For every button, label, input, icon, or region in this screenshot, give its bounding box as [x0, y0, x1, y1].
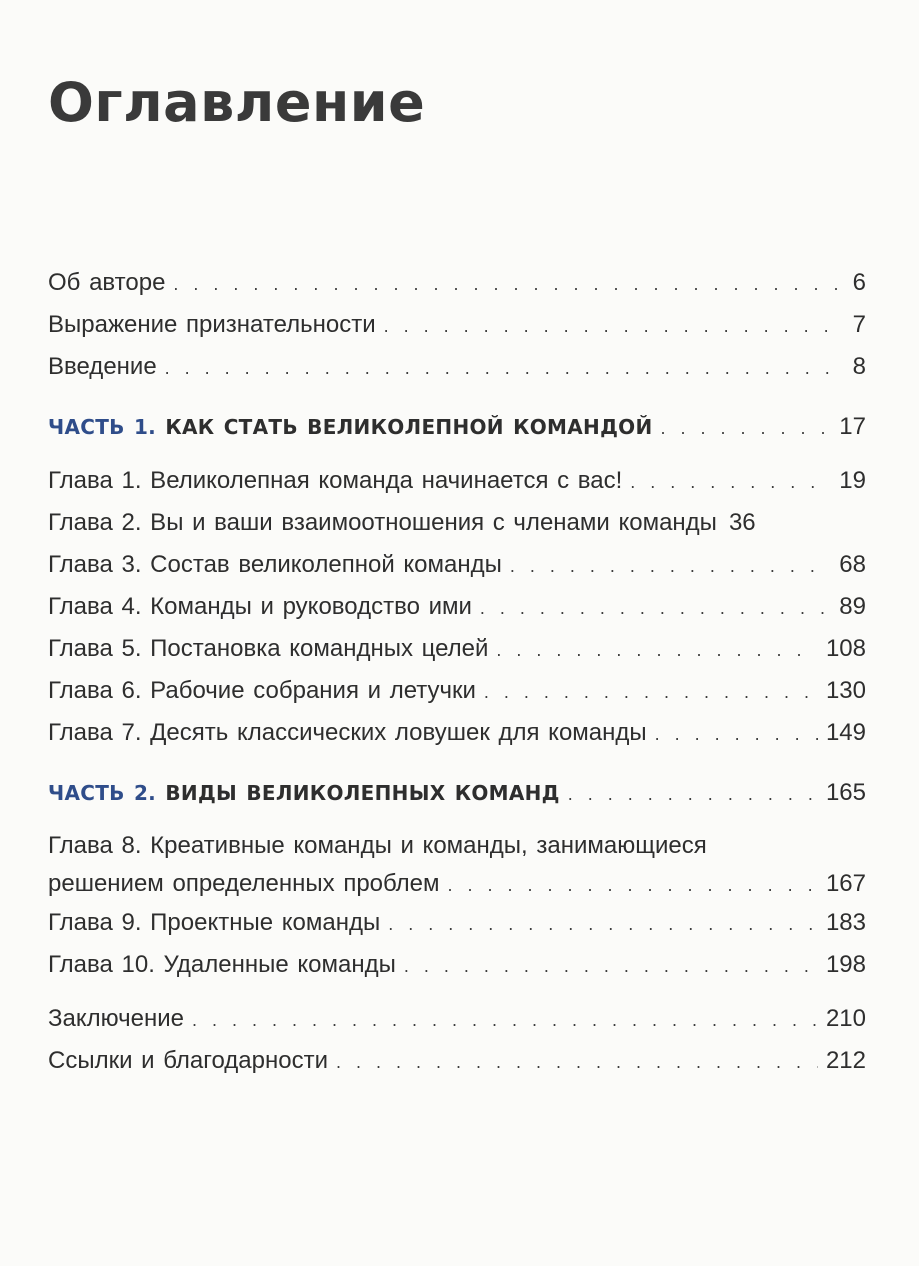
- dot-leader: [384, 305, 838, 347]
- toc-entry-page: 183: [825, 909, 866, 936]
- toc-entry: [48, 460, 866, 502]
- toc-entry-label: Глава 10. Удаленные команды: [48, 951, 396, 978]
- toc-entry-page: 6: [852, 269, 866, 296]
- dot-leader: [448, 867, 818, 903]
- toc-entry-label: Введение: [48, 353, 157, 380]
- toc-entry-page: 210: [825, 1005, 866, 1032]
- toc-entry: [48, 902, 866, 944]
- dot-leader: [173, 263, 838, 305]
- toc-entry-label: Заключение: [48, 1005, 184, 1032]
- toc-entry-label: Глава 3. Состав великолепной команды: [48, 551, 502, 578]
- toc-entry-multiline: [48, 826, 866, 902]
- toc-entry: [48, 1040, 866, 1082]
- dot-leader: [661, 407, 832, 449]
- toc-part-entry: [48, 406, 866, 448]
- dot-leader: [336, 1041, 818, 1083]
- toc-entry-page: 149: [825, 719, 866, 746]
- part-heading: [48, 406, 653, 448]
- table-of-contents: [48, 262, 866, 1082]
- toc-entry-page: 130: [825, 677, 866, 704]
- part-heading: [48, 772, 560, 814]
- dot-leader: [568, 773, 818, 815]
- toc-entry: [48, 304, 866, 346]
- toc-entry-page: 165: [825, 779, 866, 806]
- toc-entry-page: 17: [839, 413, 866, 440]
- toc-entry: [48, 670, 866, 712]
- toc-entry-page: 68: [839, 551, 866, 578]
- dot-leader: [480, 587, 831, 629]
- toc-entry-label: Глава 5. Постановка командных целей: [48, 635, 489, 662]
- dot-leader: [496, 629, 818, 671]
- toc-entry-page: 167: [825, 870, 866, 897]
- toc-entry-page: 36: [728, 509, 756, 536]
- toc-entry-label: Глава 6. Рабочие собрания и летучки: [48, 677, 476, 704]
- toc-entry-page: 89: [839, 593, 866, 620]
- toc-entry-label: Глава 9. Проектные команды: [48, 909, 381, 936]
- toc-part-entry: [48, 772, 866, 814]
- part-title: КАК СТАТЬ ВЕЛИКОЛЕПНОЙ КОМАНДОЙ: [165, 415, 653, 439]
- part-title: ВИДЫ ВЕЛИКОЛЕПНЫХ КОМАНД: [165, 781, 560, 805]
- dot-leader: [404, 945, 818, 987]
- page-title: Оглавление: [48, 71, 426, 134]
- part-number: ЧАСТЬ 2.: [48, 781, 157, 805]
- dot-leader: [655, 713, 818, 755]
- dot-leader: [630, 461, 831, 503]
- toc-entry-label: Глава 4. Команды и руководство ими: [48, 593, 472, 620]
- toc-entry-label-line1: Глава 8. Креативные команды и команды, занимающиеся: [48, 832, 707, 859]
- toc-entry-page: 19: [839, 467, 866, 494]
- dot-leader: [510, 545, 831, 587]
- toc-entry-label: Глава 1. Великолепная команда начинается с вас!: [48, 467, 623, 494]
- toc-entry: [48, 586, 866, 628]
- toc-entry: [48, 262, 866, 304]
- toc-entry: [48, 502, 866, 544]
- toc-entry: [48, 944, 866, 986]
- toc-entry-label: Об авторе: [48, 269, 166, 296]
- toc-entry-page: 7: [852, 311, 866, 338]
- toc-entry: [48, 712, 866, 754]
- toc-entry: [48, 866, 866, 902]
- toc-entry-label: Ссылки и благодарности: [48, 1047, 328, 1074]
- toc-entry-label: Глава 7. Десять классических ловушек для команды: [48, 719, 647, 746]
- dot-leader: [484, 671, 818, 713]
- toc-entry-label: Выражение признательности: [48, 311, 376, 338]
- toc-entry-page: 8: [852, 353, 866, 380]
- toc-entry-page: 212: [825, 1047, 866, 1074]
- toc-entry-page: 198: [825, 951, 866, 978]
- toc-entry: [48, 628, 866, 670]
- dot-leader: [388, 903, 818, 945]
- toc-entry-page: 108: [825, 635, 866, 662]
- dot-leader: [165, 347, 838, 389]
- toc-entry: [48, 998, 866, 1040]
- toc-entry: [48, 544, 866, 586]
- toc-entry-label: Глава 2. Вы и ваши взаимоотношения с членами команды: [48, 509, 717, 536]
- toc-entry-label-line2: решением определенных проблем: [48, 870, 440, 897]
- dot-leader: [192, 999, 818, 1041]
- part-number: ЧАСТЬ 1.: [48, 415, 157, 439]
- toc-entry: [48, 346, 866, 388]
